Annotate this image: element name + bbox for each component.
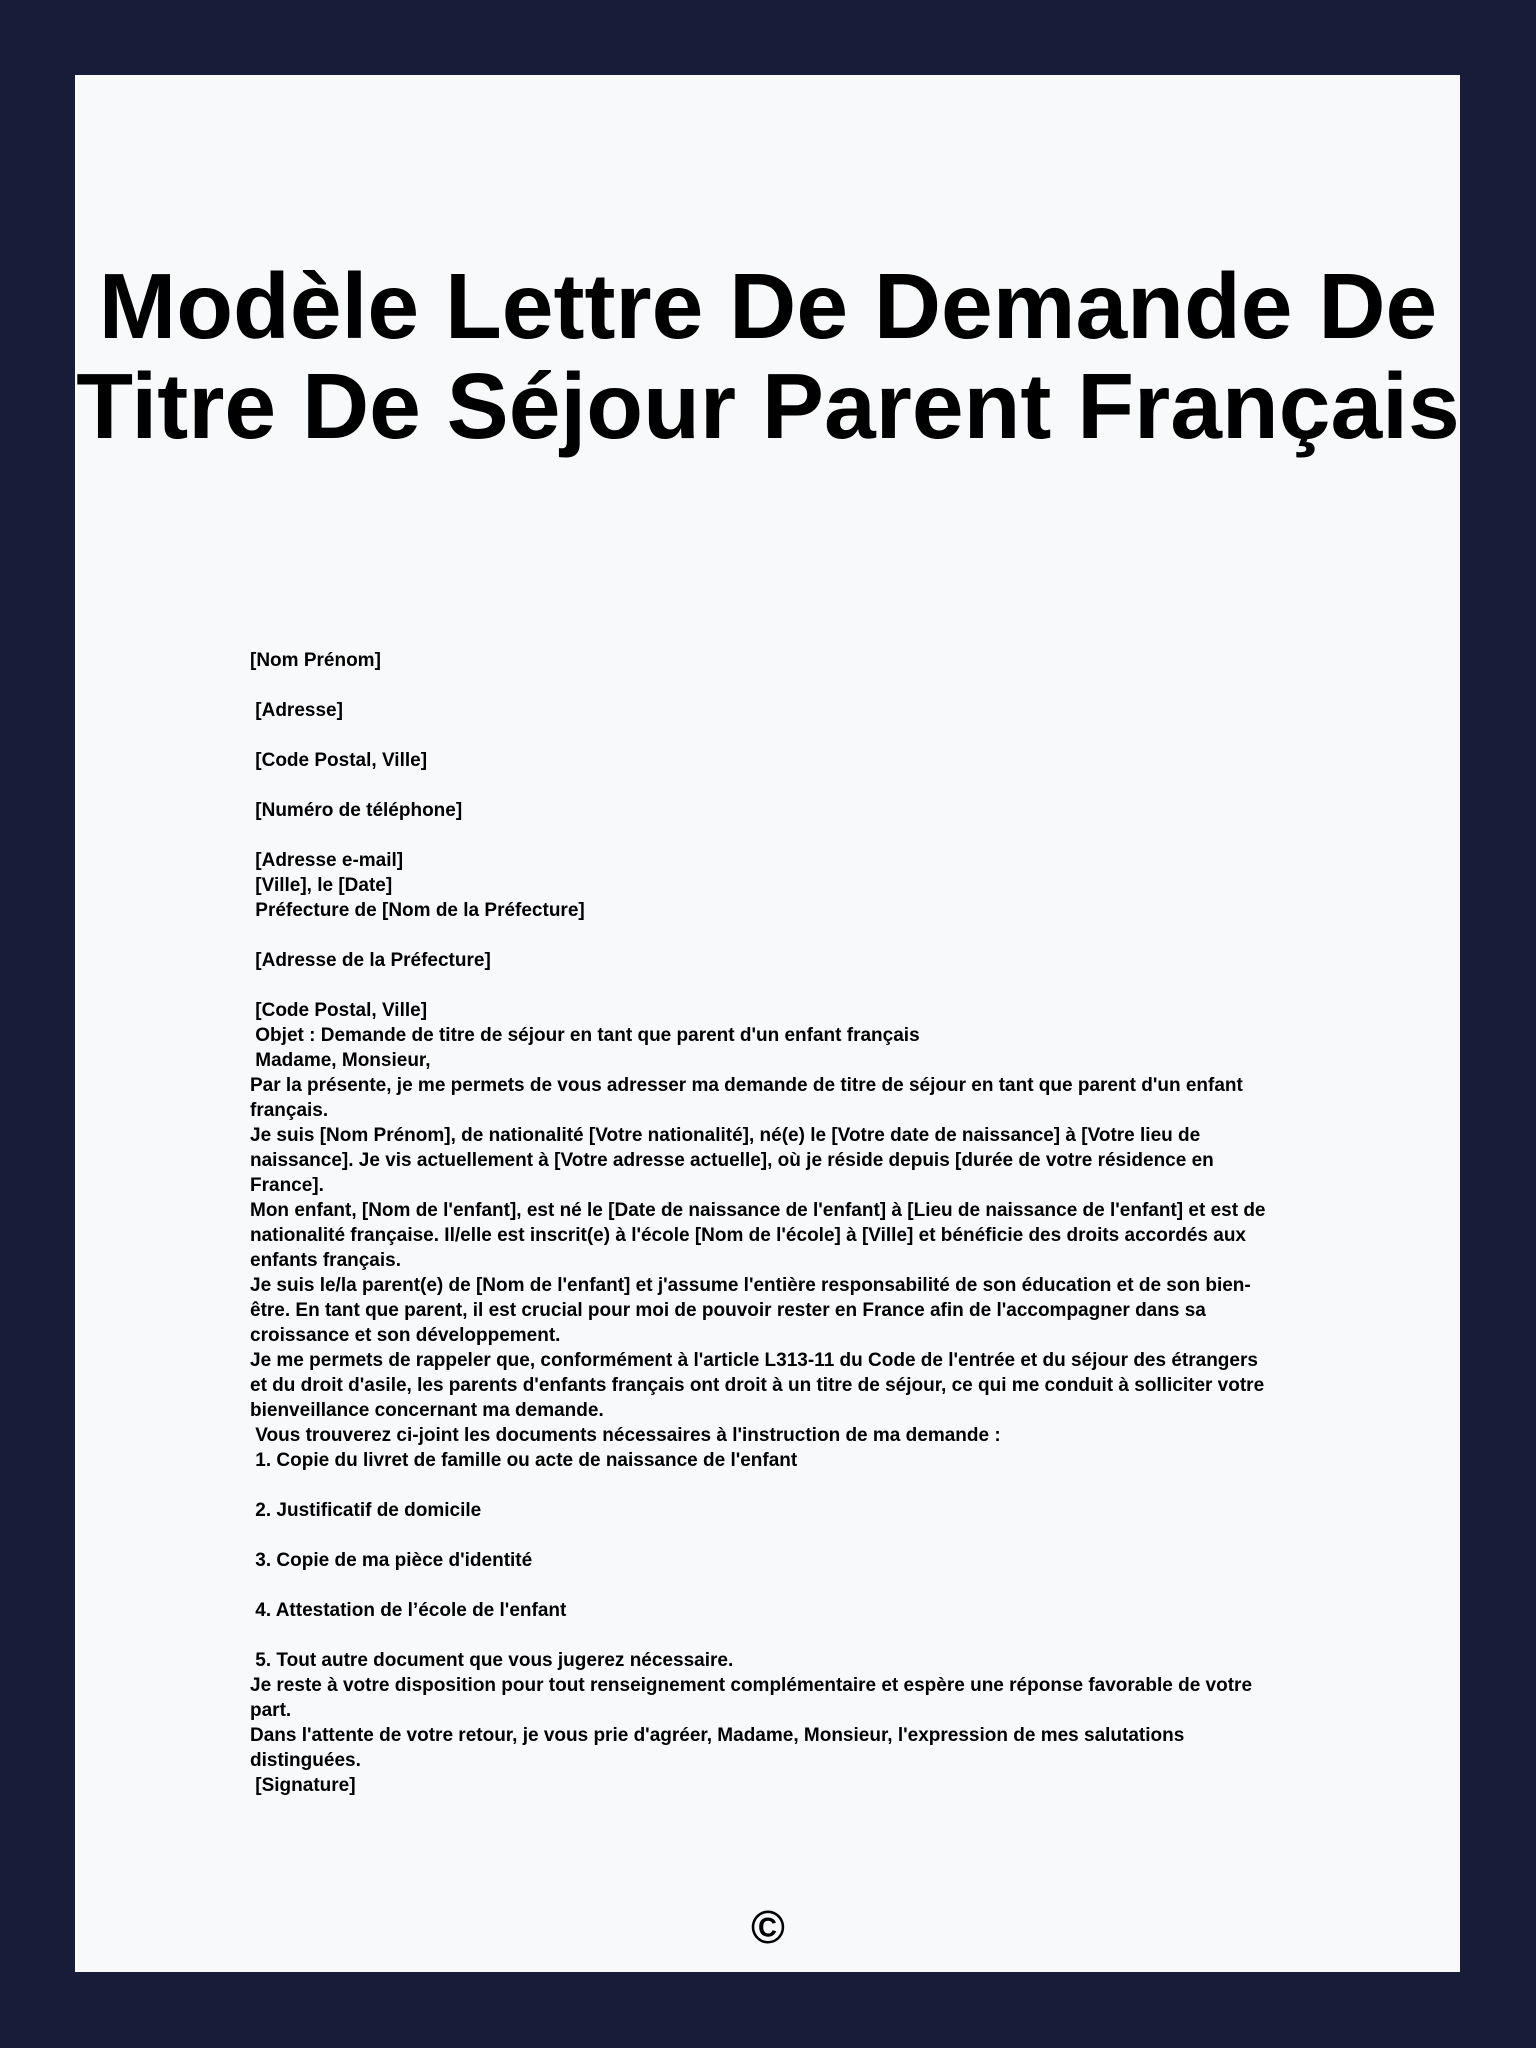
blank-line: [250, 1623, 1280, 1648]
blank-line: [250, 973, 1280, 998]
letter-line: [Numéro de téléphone]: [250, 800, 463, 821]
letter-line: Vous trouverez ci-joint les documents nécessaires à l'instruction de ma demande :: [250, 1425, 1001, 1446]
letter-line: Par la présente, je me permets de vous adresser ma demande de titre de séjour en tant que parent d'un enfant français.: [250, 1075, 1249, 1121]
page-title: Modèle Lettre De Demande De Titre De Séjour Parent Français: [76, 254, 1460, 458]
letter-line: [Signature]: [250, 1775, 356, 1796]
letter-line: [Code Postal, Ville]: [250, 750, 428, 771]
letter-line: 5. Tout autre document que vous jugerez nécessaire.: [250, 1650, 734, 1671]
letter-line: 4. Attestation de l’école de l'enfant: [250, 1600, 567, 1621]
copyright-icon: ©: [751, 1901, 785, 1953]
letter-line: 2. Justificatif de domicile: [250, 1500, 482, 1521]
letter-line: [Adresse e-mail]: [250, 850, 404, 871]
letter-body: [250, 648, 1280, 1798]
letter-line: [Ville], le [Date]: [250, 875, 393, 896]
blank-line: [250, 1473, 1280, 1498]
letter-line: Objet : Demande de titre de séjour en tant que parent d'un enfant français: [250, 1025, 920, 1046]
letter-line: [Code Postal, Ville]: [250, 1000, 428, 1021]
letter-line: [Nom Prénom]: [250, 650, 381, 671]
letter-line: Je suis le/la parent(e) de [Nom de l'enfant] et j'assume l'entière responsabilité de son éducation et de son bien-être. En tant que parent, il est crucial pour moi de pouvoir rester en France afin de l'accompagner dans sa croissance et son développement.: [250, 1275, 1251, 1346]
letter-line: 3. Copie de ma pièce d'identité: [250, 1550, 533, 1571]
letter-line: Je suis [Nom Prénom], de nationalité [Votre nationalité], né(e) le [Votre date de naissance] à [Votre lieu de naissance]. Je vis actuellement à [Votre adresse actuelle], où je réside depuis [durée de votre résidence en France].: [250, 1125, 1220, 1196]
letter-line: Dans l'attente de votre retour, je vous prie d'agréer, Madame, Monsieur, l'expression de mes salutations distinguées.: [250, 1725, 1190, 1771]
letter-line: Je reste à votre disposition pour tout renseignement complémentaire et espère une réponse favorable de votre part.: [250, 1675, 1258, 1721]
letter-line: Je me permets de rappeler que, conformément à l'article L313-11 du Code de l'entrée et du séjour des étrangers et du droit d'asile, les parents d'enfants français ont droit à un titre de séjour, ce qui me conduit à solliciter votre bienveillance concernant ma demande.: [250, 1350, 1270, 1421]
blank-line: [250, 723, 1280, 748]
blank-line: [250, 823, 1280, 848]
letter-line: [Adresse de la Préfecture]: [250, 950, 491, 971]
blank-line: [250, 1573, 1280, 1598]
letter-line: Préfecture de [Nom de la Préfecture]: [250, 900, 585, 921]
letter-line: 1. Copie du livret de famille ou acte de naissance de l'enfant: [250, 1450, 798, 1471]
letter-line: [Adresse]: [250, 700, 343, 721]
blank-line: [250, 1523, 1280, 1548]
blank-line: [250, 773, 1280, 798]
letter-line: Mon enfant, [Nom de l'enfant], est né le [Date de naissance de l'enfant] à [Lieu de naissance de l'enfant] et est de nationalité française. Il/elle est inscrit(e) à l'école [Nom de l'école] à [Ville] et bénéficie des droits accordés aux enfants français.: [250, 1200, 1271, 1271]
blank-line: [250, 923, 1280, 948]
letter-line: Madame, Monsieur,: [250, 1050, 431, 1071]
blank-line: [250, 673, 1280, 698]
